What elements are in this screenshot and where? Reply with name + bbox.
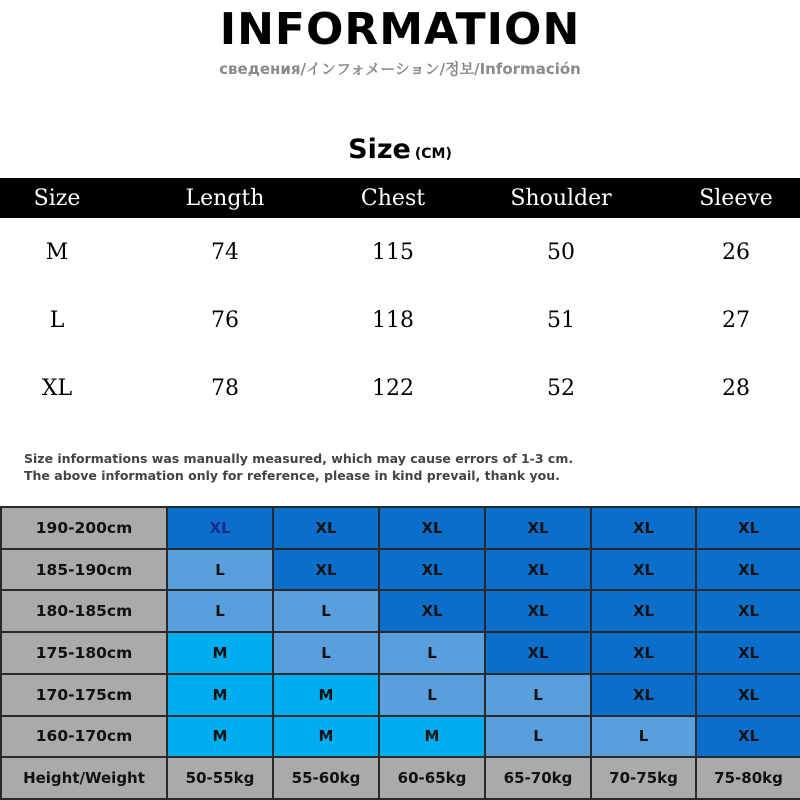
weight-label: 60-65kg xyxy=(379,757,485,799)
chart-row xyxy=(1,674,800,716)
size-cell: XL xyxy=(485,507,591,549)
size-cell: XL xyxy=(167,507,273,549)
height-label: 175-180cm xyxy=(1,632,167,674)
chart-row xyxy=(1,716,800,758)
corner-label: Height/Weight xyxy=(1,757,167,799)
size-table-header xyxy=(0,178,800,218)
weight-label: 70-75kg xyxy=(591,757,696,799)
size-heading xyxy=(0,134,800,165)
column-header: Shoulder xyxy=(450,178,672,218)
size-cell: XL xyxy=(591,507,696,549)
measurement-cell: 78 xyxy=(211,375,239,401)
size-cell: XL xyxy=(485,590,591,632)
height-label: 170-175cm xyxy=(1,674,167,716)
size-cell: XL xyxy=(485,549,591,591)
size-cell: M xyxy=(167,632,273,674)
size-cell: M xyxy=(167,716,273,758)
column-header: Size xyxy=(0,178,114,218)
size-cell: M xyxy=(167,674,273,716)
column-header: Chest xyxy=(336,178,450,218)
size-cell: XL xyxy=(696,590,800,632)
size-cell: XL xyxy=(591,549,696,591)
size-label-cell: XL xyxy=(41,375,73,401)
size-label-cell: L xyxy=(49,307,65,333)
measurement-cell: 51 xyxy=(547,307,575,333)
size-cell: M xyxy=(273,716,379,758)
table-row xyxy=(0,286,800,354)
size-cell: XL xyxy=(591,674,696,716)
chart-row xyxy=(1,632,800,674)
height-label: 190-200cm xyxy=(1,507,167,549)
size-cell: L xyxy=(167,549,273,591)
size-cell: M xyxy=(273,674,379,716)
size-cell: L xyxy=(167,590,273,632)
size-cell: XL xyxy=(696,507,800,549)
table-row xyxy=(0,218,800,286)
size-cell: L xyxy=(273,590,379,632)
chart-row xyxy=(1,549,800,591)
size-cell: XL xyxy=(379,507,485,549)
table-row xyxy=(0,354,800,422)
measurement-note xyxy=(24,450,784,484)
page-subtitle: сведения/インフォメーション/정보/Información xyxy=(219,60,581,78)
measurement-cell: 115 xyxy=(372,239,414,265)
size-cell: XL xyxy=(591,590,696,632)
size-cell: XL xyxy=(379,549,485,591)
measurement-cell: 122 xyxy=(372,375,414,401)
height-label: 160-170cm xyxy=(1,716,167,758)
size-cell: XL xyxy=(273,549,379,591)
measurement-cell: 74 xyxy=(211,239,239,265)
page-title: INFORMATION xyxy=(219,4,581,55)
size-table xyxy=(0,178,800,422)
size-cell: L xyxy=(591,716,696,758)
measurement-cell: 27 xyxy=(722,307,750,333)
size-cell: XL xyxy=(696,632,800,674)
measurement-cell: 76 xyxy=(211,307,239,333)
measurement-cell: 52 xyxy=(547,375,575,401)
measurement-cell: 50 xyxy=(547,239,575,265)
weight-row xyxy=(1,757,800,799)
size-cell: L xyxy=(379,674,485,716)
size-heading-label: Size xyxy=(348,134,411,165)
note-line: Size informations was manually measured, which may cause errors of 1-3 cm. xyxy=(24,451,574,466)
height-weight-chart xyxy=(0,506,800,800)
measurement-cell: 26 xyxy=(722,239,750,265)
height-label: 180-185cm xyxy=(1,590,167,632)
size-heading-unit: (CM) xyxy=(414,146,452,162)
size-cell: L xyxy=(379,632,485,674)
height-label: 185-190cm xyxy=(1,549,167,591)
size-cell: M xyxy=(379,716,485,758)
weight-label: 65-70kg xyxy=(485,757,591,799)
chart-row xyxy=(1,507,800,549)
weight-label: 75-80kg xyxy=(696,757,800,799)
size-cell: XL xyxy=(696,549,800,591)
size-cell: L xyxy=(485,674,591,716)
size-label-cell: M xyxy=(45,239,69,265)
measurement-cell: 28 xyxy=(722,375,750,401)
size-cell: XL xyxy=(273,507,379,549)
note-line: The above information only for reference, please in kind prevail, thank you. xyxy=(24,468,560,483)
weight-label: 50-55kg xyxy=(167,757,273,799)
size-cell: XL xyxy=(696,716,800,758)
column-header: Length xyxy=(114,178,336,218)
size-cell: XL xyxy=(696,674,800,716)
size-cell: XL xyxy=(591,632,696,674)
column-header: Sleeve xyxy=(672,178,800,218)
weight-label: 55-60kg xyxy=(273,757,379,799)
size-cell: XL xyxy=(485,632,591,674)
size-cell: L xyxy=(485,716,591,758)
measurement-cell: 118 xyxy=(372,307,414,333)
size-cell: L xyxy=(273,632,379,674)
size-cell: XL xyxy=(379,590,485,632)
chart-row xyxy=(1,590,800,632)
